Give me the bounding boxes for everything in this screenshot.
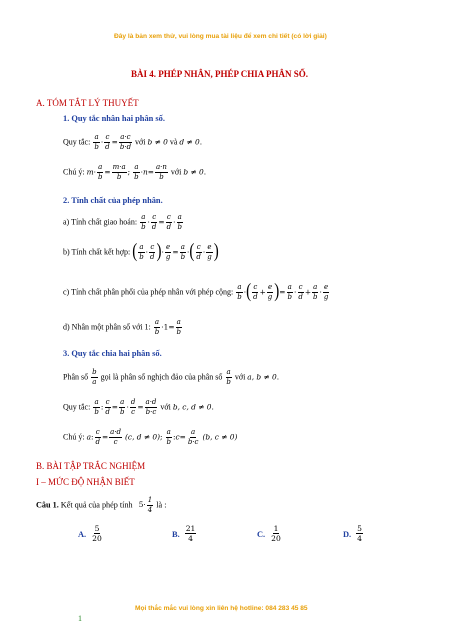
divide-note-label: Chú ý: xyxy=(63,432,85,442)
level-heading: I – MỨC ĐỘ NHẬN BIẾT xyxy=(36,477,135,487)
commutative-property: a) Tính chất giao hoán: $\frac{a}{b}$ · $\frac{c}{d}$ = $\frac{c}{d}$ · $\frac{a}{b}$ xyxy=(63,213,182,231)
multiply-note-line: Chú ý: m· $\frac{a}{b}$ = $\frac{m\cdot a}{b}$ ; $\frac{a}{b}$ ·n= $\frac{a\cdot n}{b}$ với b ≠ 0. xyxy=(63,163,207,181)
associative-label: b) Tính chất kết hợp: xyxy=(63,247,131,257)
divide-rule-line: Quy tắc: $\frac{a}{b}$ : $\frac{c}{d}$ = $\frac{a}{b}$ · $\frac{d}{c}$ = $\frac{a\cdot d}{b\cdot c}$ với b, c, d ≠ 0. xyxy=(63,398,214,416)
option-c[interactable] xyxy=(257,524,283,543)
option-d-num: 5 xyxy=(357,524,362,533)
option-a-den: 20 xyxy=(92,534,102,543)
option-d-den: 4 xyxy=(357,534,362,543)
option-d[interactable] xyxy=(343,524,364,543)
and-label: và xyxy=(169,137,178,147)
divide-note-line: Chú ý: a: $\frac{c}{d}$ = $\frac{a\cdot d}{c}$ (c, d ≠ 0); $\frac{a}{b}$ :c= $\frac{a}{b\cdot c}$ (b, c ≠ 0) xyxy=(63,428,238,446)
option-b-letter: B. xyxy=(172,530,180,540)
with-label: với xyxy=(135,137,146,147)
with-label-2: với xyxy=(170,167,182,177)
commutative-label: a) Tính chất giao hoán: xyxy=(63,217,138,227)
question-1-text: Kết quả của phép tính xyxy=(60,500,133,510)
heading-multiply-rule: 1. Quy tắc nhân hai phân số. xyxy=(63,114,165,123)
question-1-tail: là : xyxy=(156,500,167,510)
option-c-den: 20 xyxy=(271,534,281,543)
option-d-letter: D. xyxy=(343,530,352,540)
note-label: Chú ý: xyxy=(63,167,85,177)
multiply-by-one: d) Nhân một phân số với 1: $\frac{a}{b}$ ·1= $\frac{a}{b}$ xyxy=(63,318,181,336)
option-b-den: 4 xyxy=(188,534,193,543)
option-a[interactable] xyxy=(78,524,104,543)
page-title: BÀI 4. PHÉP NHÂN, PHÉP CHIA PHÂN SỐ. xyxy=(131,69,309,79)
divide-rule-label: Quy tắc: xyxy=(63,402,91,412)
reciprocal-line: Phân số $\frac{b}{a}$ gọi là phân số nghịch đảo của phân số $\frac{a}{b}$ với a, b ≠ 0. xyxy=(63,368,280,386)
page-number: 1 xyxy=(78,614,82,623)
section-a-heading: A. TÓM TẮT LÝ THUYẾT xyxy=(36,98,139,108)
heading-divide-rule: 3. Quy tắc chia hai phân số. xyxy=(63,349,162,358)
multiply-by-one-label: d) Nhân một phân số với 1: xyxy=(63,322,151,332)
distributive-property: c) Tính chất phân phối của phép nhân với phép cộng: $\frac{a}{b}$ ·( $\frac{c}{d}$ + $\frac{e}{g}$ )= $\frac{a}{b}$ · $\frac{c}{d}$ + $\frac{a}{b}$ · $\frac{e}{g}$ xyxy=(63,281,329,303)
associative-property: b) Tính chất kết hợp: ( $\frac{a}{b}$ · $\frac{c}{d}$ )· $\frac{e}{g}$ = $\frac{a}{b}$ ·( $\frac{c}{d}$ · $\frac{e}{g}$ ) xyxy=(63,241,219,263)
question-1: Câu 1. Kết quả của phép tính 5· $\frac{1}{4}$ là : xyxy=(36,496,167,514)
section-b-heading: B. BÀI TẬP TRẮC NGHIỆM xyxy=(36,461,146,471)
hotline-footer: Mọi thắc mắc vui lòng xin liên hệ hotline: 084 283 45 85 xyxy=(135,605,308,612)
option-b[interactable] xyxy=(172,524,197,543)
reciprocal-prefix: Phân số xyxy=(63,372,89,382)
option-a-num: 5 xyxy=(94,524,100,533)
distributive-label: c) Tính chất phân phối của phép nhân với phép cộng: xyxy=(63,287,234,297)
reciprocal-text: gọi là phân số nghịch đảo của phân số xyxy=(100,372,223,382)
option-c-num: 1 xyxy=(273,524,279,533)
option-a-letter: A. xyxy=(78,530,87,540)
option-c-letter: C. xyxy=(257,530,266,540)
with-label-4: với xyxy=(160,402,171,412)
multiply-rule-line: Quy tắc: $\frac{a}{b}$ · $\frac{c}{d}$ = $\frac{a\cdot c}{b\cdot d}$ với b ≠ 0 và d ≠ 0. xyxy=(63,133,203,151)
question-1-label: Câu 1. xyxy=(36,500,59,510)
option-b-num: 21 xyxy=(185,524,196,533)
preview-banner: Đây là bản xem thử, vui lòng mua tài liệu để xem chi tiết (có lời giải) xyxy=(114,33,327,40)
with-label-3: với xyxy=(234,372,246,382)
heading-multiply-properties: 2. Tính chất của phép nhân. xyxy=(63,196,163,205)
rule-label: Quy tắc: xyxy=(63,137,91,147)
